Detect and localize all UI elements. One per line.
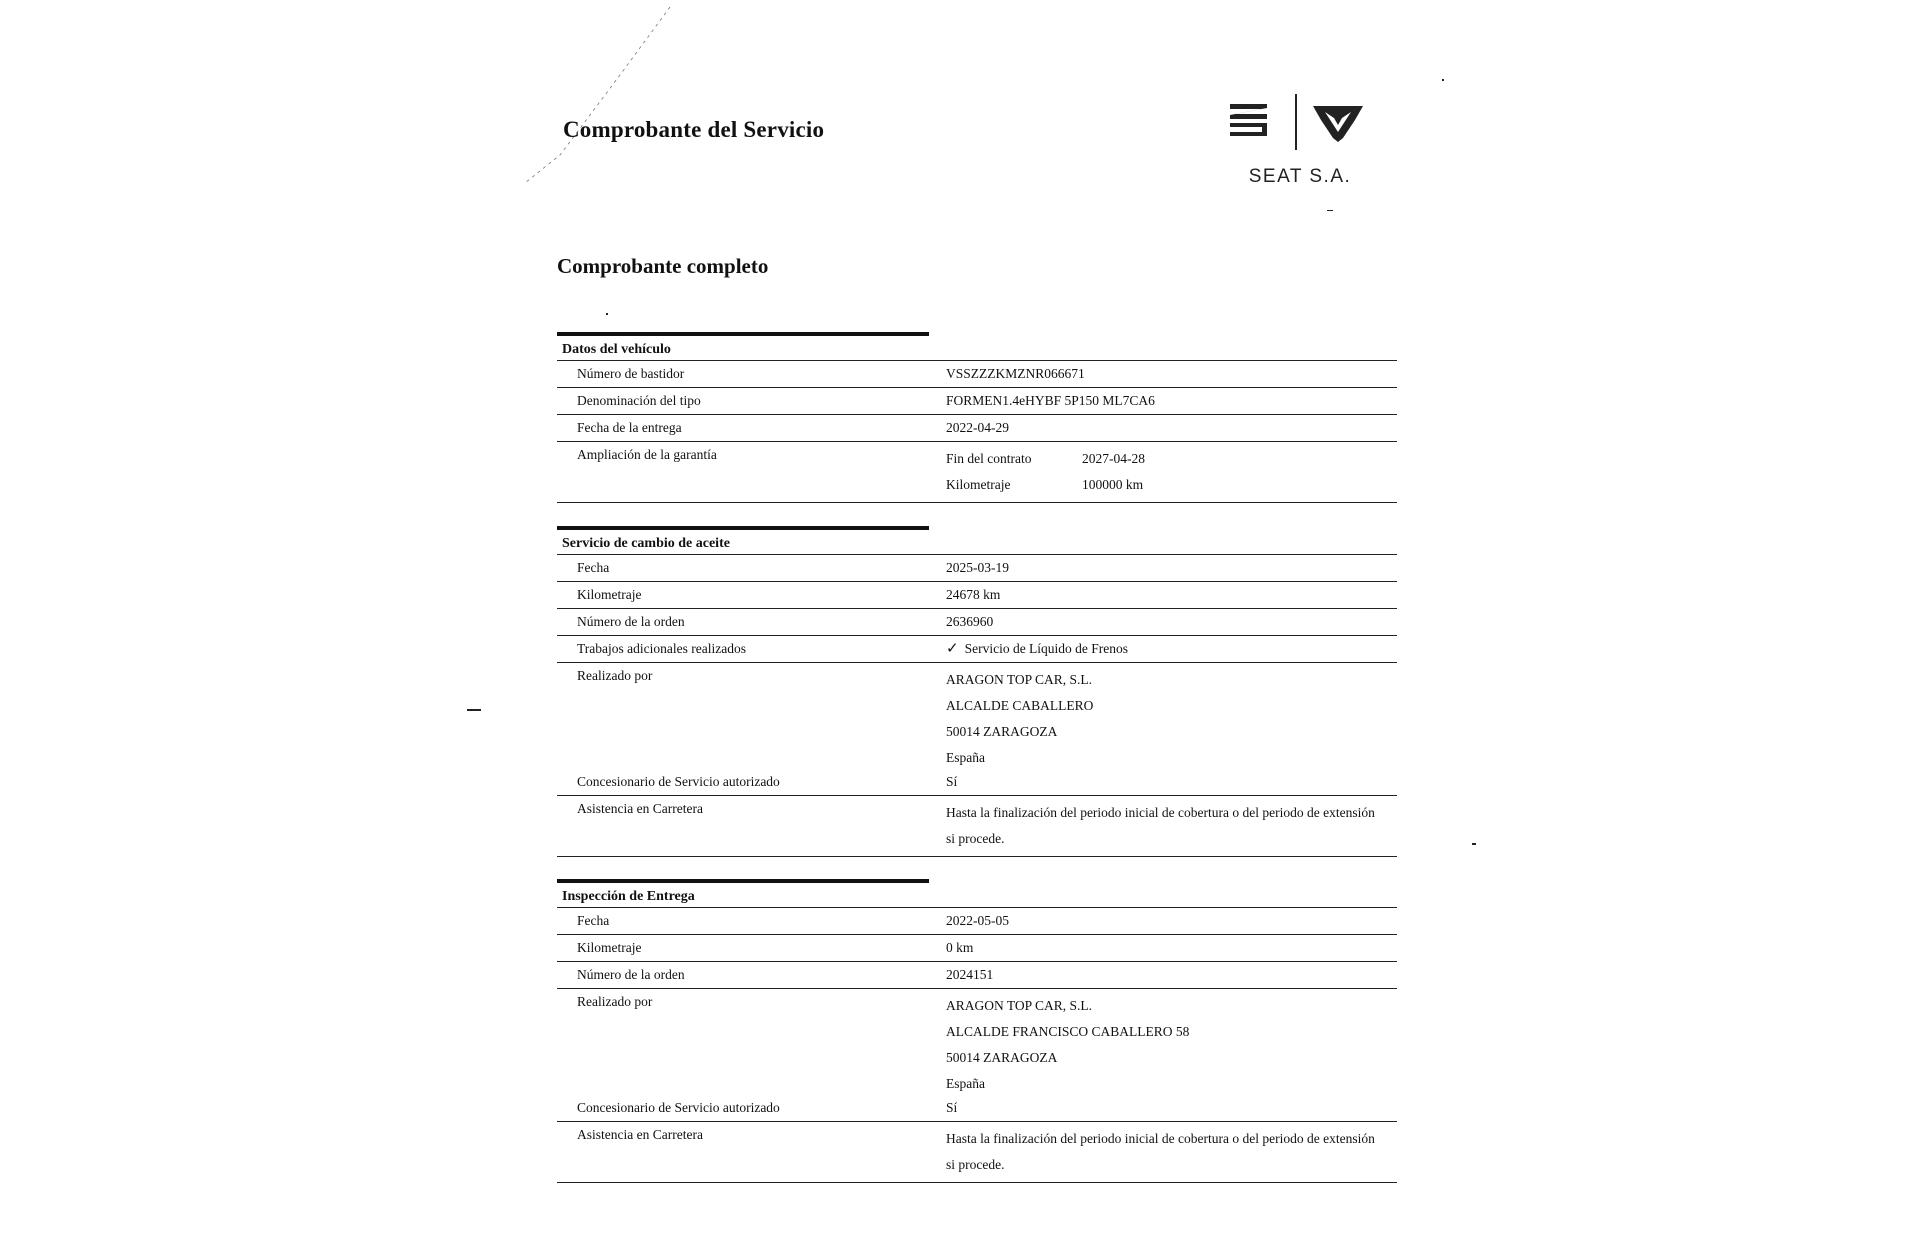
row-value bbox=[946, 667, 1397, 771]
section-delivery-inspection bbox=[557, 879, 1397, 1183]
section-header bbox=[557, 526, 1397, 554]
row-authorized-dealer bbox=[557, 769, 1397, 795]
sub-value: 2027-04-28 bbox=[1082, 451, 1145, 466]
row-date bbox=[557, 907, 1397, 934]
row-type bbox=[557, 387, 1397, 414]
row-value bbox=[946, 993, 1397, 1097]
row-performed-by bbox=[557, 988, 1397, 1101]
row-value: 2022-05-05 bbox=[946, 913, 1009, 928]
assistance-line-2: si procede. bbox=[946, 831, 1005, 846]
scan-mark bbox=[606, 313, 608, 315]
row-value: 2636960 bbox=[946, 614, 994, 629]
section-vehicle bbox=[557, 332, 1397, 503]
section-title: Servicio de cambio de aceite bbox=[562, 536, 730, 551]
performer-country: España bbox=[946, 750, 985, 765]
row-vin bbox=[557, 360, 1397, 387]
row-value bbox=[946, 800, 1397, 852]
row-label: Kilometraje bbox=[577, 940, 642, 955]
row-authorized-dealer bbox=[557, 1095, 1397, 1121]
row-label: Trabajos adicionales realizados bbox=[577, 641, 746, 656]
section-header bbox=[557, 879, 1397, 907]
row-label: Fecha bbox=[577, 560, 610, 575]
row-label: Concesionario de Servicio autorizado bbox=[577, 774, 780, 789]
section-title: Datos del vehículo bbox=[562, 342, 671, 357]
row-order bbox=[557, 961, 1397, 988]
row-label: Ampliación de la garantía bbox=[577, 447, 717, 462]
row-order bbox=[557, 608, 1397, 635]
performer-name: ARAGON TOP CAR, S.L. bbox=[946, 672, 1093, 687]
row-label: Concesionario de Servicio autorizado bbox=[577, 1100, 780, 1115]
row-label: Asistencia en Carretera bbox=[577, 1127, 703, 1142]
section-title: Inspección de Entrega bbox=[562, 889, 695, 904]
row-warranty bbox=[557, 441, 1397, 503]
scan-mark bbox=[1472, 843, 1476, 845]
check-icon: ✓ bbox=[946, 641, 959, 657]
sub-label: Fin del contrato bbox=[946, 451, 1032, 466]
row-label: Número de la orden bbox=[577, 614, 685, 629]
row-label: Realizado por bbox=[577, 994, 653, 1009]
row-label: Asistencia en Carretera bbox=[577, 801, 703, 816]
scan-mark bbox=[1442, 79, 1444, 81]
row-label: Fecha bbox=[577, 913, 610, 928]
row-additional-work bbox=[557, 635, 1397, 662]
row-performed-by bbox=[557, 662, 1397, 775]
row-value: Sí bbox=[946, 1100, 958, 1115]
section-oil-service bbox=[557, 526, 1397, 857]
sub-value: 100000 km bbox=[1082, 477, 1144, 492]
row-roadside-assistance bbox=[557, 1121, 1397, 1183]
row-value: FORMEN1.4eHYBF 5P150 ML7CA6 bbox=[946, 393, 1155, 408]
performer-street: ALCALDE FRANCISCO CABALLERO 58 bbox=[946, 1024, 1190, 1039]
row-label: Realizado por bbox=[577, 668, 653, 683]
performer-name: ARAGON TOP CAR, S.L. bbox=[946, 998, 1093, 1013]
section-header bbox=[557, 332, 1397, 360]
row-date bbox=[557, 554, 1397, 581]
performer-city: 50014 ZARAGOZA bbox=[946, 724, 1058, 739]
assistance-line-2: si procede. bbox=[946, 1157, 1005, 1172]
company-name: SEAT S.A. bbox=[1248, 166, 1352, 187]
row-value bbox=[946, 640, 1397, 658]
scan-mark bbox=[467, 709, 481, 711]
additional-work-value: Servicio de Líquido de Frenos bbox=[964, 641, 1129, 656]
scan-streak bbox=[520, 5, 680, 185]
row-label: Fecha de la entrega bbox=[577, 420, 682, 435]
row-label: Número de bastidor bbox=[577, 366, 685, 381]
row-value: 2024151 bbox=[946, 967, 994, 982]
performer-country: España bbox=[946, 1076, 985, 1091]
sub-label: Kilometraje bbox=[946, 477, 1011, 492]
performer-street: ALCALDE CABALLERO bbox=[946, 698, 1094, 713]
row-label: Número de la orden bbox=[577, 967, 685, 982]
row-value: 2022-04-29 bbox=[946, 420, 1009, 435]
assistance-line-1: Hasta la finalización del periodo inicial de cobertura o del periodo de extensión bbox=[946, 1131, 1375, 1146]
scan-mark bbox=[1327, 210, 1333, 211]
row-km bbox=[557, 934, 1397, 961]
row-delivery-date bbox=[557, 414, 1397, 441]
row-value bbox=[946, 446, 1397, 498]
row-value: VSSZZZKMZNR066671 bbox=[946, 366, 1085, 381]
row-label: Denominación del tipo bbox=[577, 393, 701, 408]
row-value: 2025-03-19 bbox=[946, 560, 1009, 575]
assistance-line-1: Hasta la finalización del periodo inicial de cobertura o del periodo de extensión bbox=[946, 805, 1375, 820]
row-value bbox=[946, 1126, 1397, 1178]
row-value: 0 km bbox=[946, 940, 974, 955]
warranty-km bbox=[946, 472, 1397, 498]
row-label: Kilometraje bbox=[577, 587, 642, 602]
document-subtitle: Comprobante completo bbox=[557, 254, 769, 278]
performer-city: 50014 ZARAGOZA bbox=[946, 1050, 1058, 1065]
row-km bbox=[557, 581, 1397, 608]
warranty-end bbox=[946, 446, 1397, 472]
row-roadside-assistance bbox=[557, 795, 1397, 857]
row-value: Sí bbox=[946, 774, 958, 789]
row-value: 24678 km bbox=[946, 587, 1001, 602]
document-title: Comprobante del Servicio bbox=[563, 117, 825, 142]
